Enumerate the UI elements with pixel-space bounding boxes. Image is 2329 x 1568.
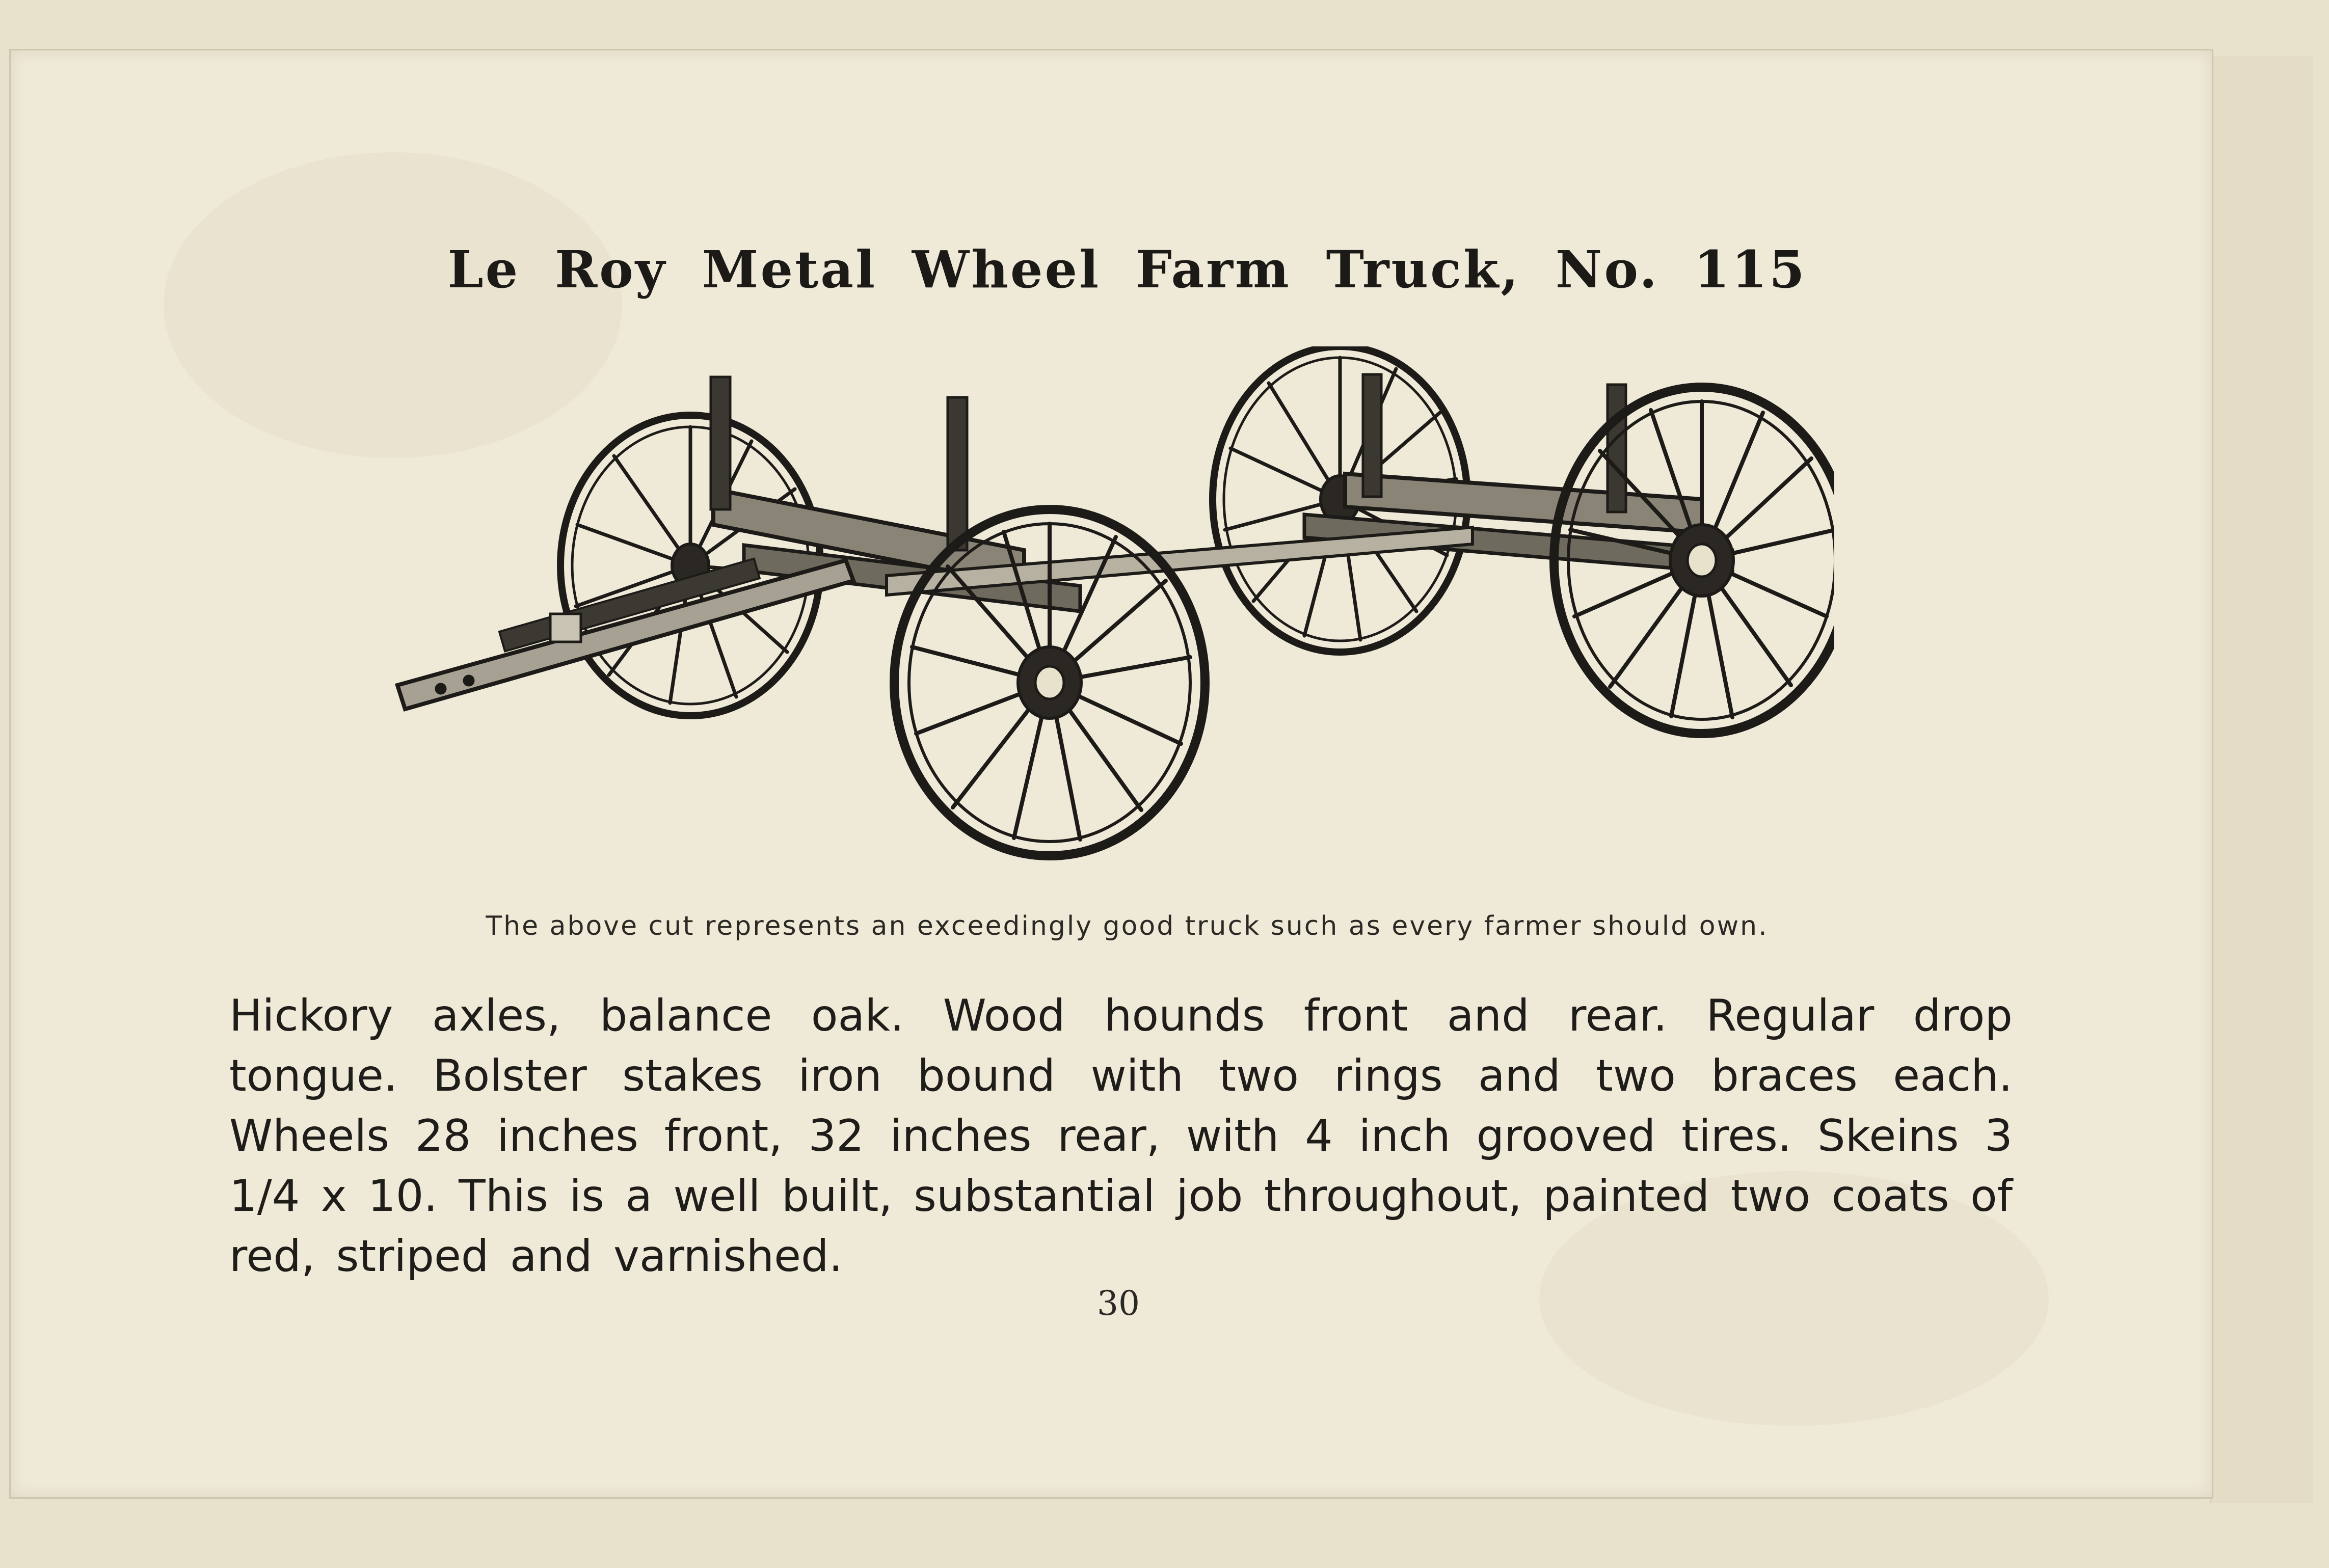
page-title: Le Roy Metal Wheel Farm Truck, No. 115 bbox=[447, 239, 1807, 300]
farm-truck-wagon-illustration bbox=[387, 346, 1834, 866]
illustration-caption: The above cut represents an exceedingly good truck such as every farmer should own. bbox=[486, 911, 1769, 941]
front-near-wheel bbox=[894, 509, 1205, 856]
product-description: Hickory axles, balance oak. Wood hounds front and rear. Regular drop tongue. Bolster stakes iron bound with two rings and two braces each. Wheels 28 inches front, 32 inches rear, with 4 inch grooved tires. Skeins 3 1/4 x 10. This is a well built, substantial job throughout, painted two coats of red, striped and varnished. bbox=[229, 990, 2013, 1282]
page-number: 30 bbox=[1097, 1284, 1140, 1323]
